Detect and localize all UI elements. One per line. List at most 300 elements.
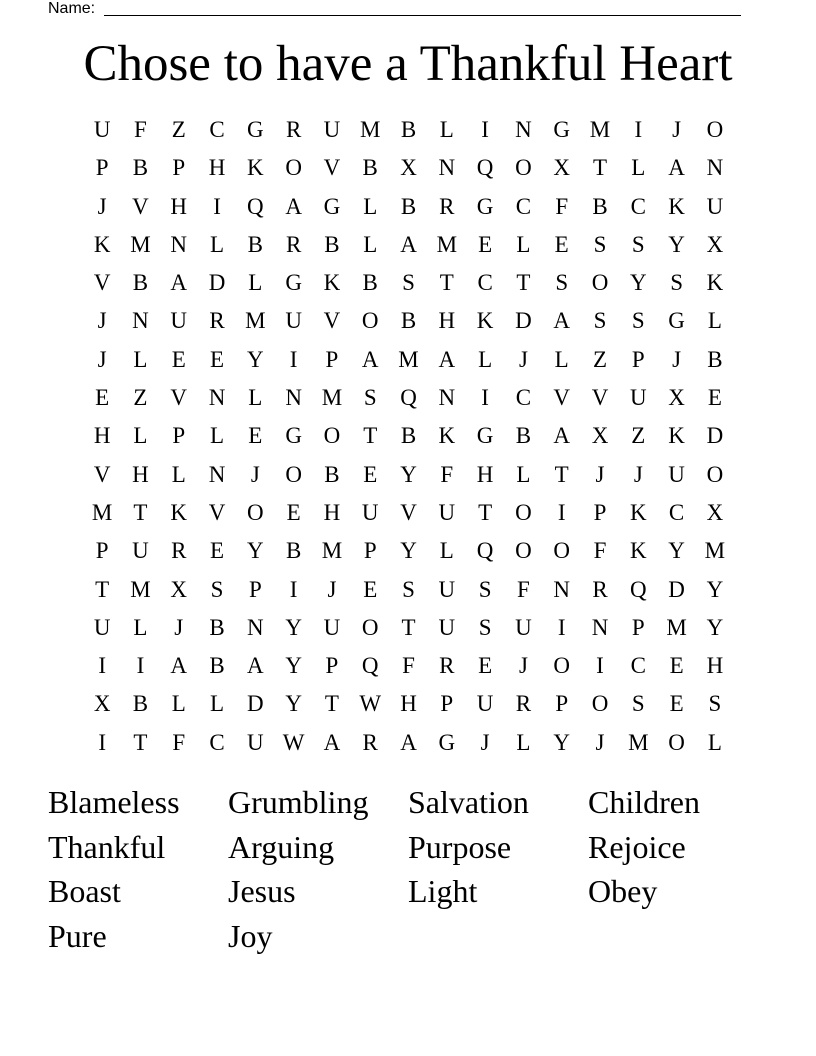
grid-letter: X: [706, 231, 724, 257]
grid-letter: B: [400, 308, 417, 334]
grid-letter: E: [478, 653, 493, 679]
grid-letter: U: [668, 461, 685, 487]
grid-letter: D: [247, 691, 264, 717]
letter-grid: [83, 111, 735, 762]
grid-letter: P: [172, 423, 186, 449]
grid-letter: D: [515, 308, 532, 334]
grid-letter: G: [285, 423, 302, 449]
grid-letter: L: [171, 691, 186, 717]
grid-letter: I: [98, 729, 106, 755]
grid-letter: V: [93, 461, 111, 487]
grid-letter: O: [591, 270, 609, 296]
grid-letter: I: [136, 653, 145, 679]
grid-letter: P: [172, 155, 186, 181]
grid-letter: Y: [706, 614, 724, 640]
grid-letter: D: [208, 270, 226, 296]
grid-letter: O: [285, 155, 302, 181]
grid-letter: T: [133, 499, 148, 525]
grid-letter: F: [555, 193, 569, 219]
grid-letter: Y: [285, 614, 302, 640]
grid-letter: N: [208, 385, 226, 411]
grid-letter: L: [210, 231, 225, 257]
grid-letter: O: [361, 614, 379, 640]
grid-letter: A: [323, 729, 341, 755]
grid-letter: B: [400, 193, 417, 219]
grid-letter: L: [516, 461, 531, 487]
grid-letter: T: [363, 423, 378, 449]
grid-letter: V: [132, 193, 149, 219]
grid-letter: R: [285, 231, 302, 257]
grid-letter: U: [323, 117, 341, 142]
grid-row: [83, 149, 735, 187]
grid-letter: L: [133, 614, 148, 640]
grid-letter: Q: [629, 576, 647, 602]
word-list-item: Light: [408, 873, 478, 910]
grid-letter: N: [132, 308, 149, 334]
grid-letter: L: [210, 423, 225, 449]
grid-letter: C: [209, 117, 225, 142]
grid-letter: L: [171, 461, 186, 487]
grid-letter: N: [285, 385, 302, 411]
grid-letter: L: [707, 729, 722, 755]
grid-letter: Q: [476, 538, 494, 564]
grid-row: [83, 609, 735, 647]
grid-letter: S: [631, 691, 645, 717]
grid-letter: M: [704, 538, 726, 564]
grid-letter: P: [95, 538, 109, 564]
grid-letter: O: [515, 499, 532, 525]
grid-letter: W: [359, 691, 382, 717]
grid-letter: Z: [171, 117, 186, 142]
grid-letter: V: [323, 155, 341, 181]
grid-letter: K: [629, 538, 647, 564]
grid-letter: A: [170, 270, 188, 296]
grid-letter: E: [554, 231, 569, 257]
grid-letter: E: [363, 461, 378, 487]
grid-letter: P: [248, 576, 262, 602]
grid-letter: Y: [400, 538, 417, 564]
grid-row: [83, 417, 735, 455]
grid-letter: B: [362, 270, 378, 296]
grid-letter: U: [706, 193, 724, 219]
grid-letter: I: [557, 499, 566, 525]
grid-letter: U: [476, 691, 494, 717]
grid-letter: F: [402, 653, 415, 679]
grid-letter: J: [595, 461, 605, 487]
grid-letter: I: [481, 117, 489, 142]
grid-letter: L: [516, 231, 531, 257]
grid-letter: R: [439, 193, 455, 219]
grid-letter: E: [478, 231, 493, 257]
grid-letter: I: [557, 614, 566, 640]
grid-letter: B: [132, 270, 149, 296]
grid-letter: P: [593, 499, 607, 525]
grid-letter: N: [553, 576, 571, 602]
name-line: [48, 0, 95, 18]
grid-row: [83, 647, 735, 685]
grid-letter: C: [668, 499, 685, 525]
grid-letter: S: [555, 270, 569, 296]
grid-letter: S: [402, 270, 415, 296]
grid-letter: U: [132, 538, 149, 564]
grid-letter: I: [289, 346, 298, 372]
grid-row: [83, 111, 735, 149]
grid-letter: B: [362, 155, 378, 181]
grid-letter: D: [706, 423, 724, 449]
grid-letter: V: [323, 308, 341, 334]
grid-letter: B: [400, 423, 417, 449]
grid-letter: S: [593, 308, 607, 334]
grid-letter: M: [666, 614, 687, 640]
grid-letter: T: [401, 614, 416, 640]
grid-letter: L: [133, 346, 148, 372]
grid-letter: S: [631, 308, 645, 334]
grid-letter: U: [438, 576, 456, 602]
word-list-item: Salvation: [408, 784, 529, 820]
grid-letter: J: [672, 117, 682, 142]
grid-letter: R: [171, 538, 187, 564]
grid-letter: A: [553, 308, 571, 334]
word-list-item: Rejoice: [588, 828, 686, 865]
grid-letter: S: [670, 270, 683, 296]
grid-letter: W: [282, 729, 305, 755]
grid-letter: M: [91, 499, 113, 525]
grid-letter: K: [706, 270, 724, 296]
grid-letter: B: [132, 691, 149, 717]
grid-letter: N: [247, 614, 264, 640]
grid-letter: N: [706, 155, 724, 181]
grid-letter: O: [515, 538, 532, 564]
grid-letter: T: [95, 576, 110, 602]
grid-letter: M: [589, 117, 611, 142]
grid-letter: M: [628, 729, 649, 755]
grid-letter: B: [324, 461, 340, 487]
grid-letter: G: [247, 117, 264, 142]
grid-letter: M: [130, 231, 151, 257]
grid-letter: C: [515, 385, 532, 411]
grid-letter: O: [515, 155, 532, 181]
grid-letter: P: [440, 691, 454, 717]
grid-letter: Y: [553, 729, 571, 755]
grid-letter: I: [481, 385, 489, 411]
word-list-item: Pure: [48, 918, 107, 955]
grid-letter: L: [133, 423, 148, 449]
grid-letter: Y: [400, 461, 417, 487]
word-list-item: Blameless: [48, 784, 180, 820]
grid-letter: Y: [247, 538, 264, 564]
grid-letter: U: [285, 308, 302, 334]
grid-letter: S: [708, 691, 722, 717]
grid-letter: L: [439, 117, 454, 142]
grid-letter: X: [591, 423, 609, 449]
grid-letter: B: [515, 423, 532, 449]
grid-letter: I: [98, 653, 106, 679]
grid-letter: N: [591, 614, 609, 640]
grid-letter: I: [596, 653, 604, 679]
grid-letter: K: [629, 499, 647, 525]
grid-row: [83, 264, 735, 302]
grid-letter: C: [630, 653, 646, 679]
grid-letter: T: [516, 270, 531, 296]
grid-letter: E: [210, 346, 225, 372]
grid-letter: N: [438, 155, 456, 181]
grid-row: [83, 724, 735, 762]
grid-letter: S: [631, 231, 645, 257]
grid-letter: S: [363, 385, 377, 411]
grid-letter: V: [553, 385, 571, 411]
grid-letter: S: [210, 576, 224, 602]
grid-letter: N: [438, 385, 456, 411]
grid-letter: H: [208, 155, 226, 181]
grid-row: [83, 379, 735, 417]
grid-letter: J: [97, 193, 107, 219]
grid-letter: P: [555, 691, 569, 717]
grid-letter: L: [248, 385, 263, 411]
grid-letter: B: [247, 231, 263, 257]
grid-letter: X: [400, 155, 417, 181]
grid-letter: I: [289, 576, 298, 602]
grid-letter: O: [591, 691, 609, 717]
grid-letter: M: [436, 231, 458, 257]
word-list-item: Boast: [48, 873, 121, 910]
grid-row: [83, 188, 735, 226]
grid-letter: H: [438, 308, 456, 334]
grid-letter: Z: [133, 385, 148, 411]
grid-letter: U: [93, 614, 111, 640]
grid-letter: J: [633, 461, 643, 487]
grid-letter: M: [130, 576, 151, 602]
grid-letter: Y: [285, 653, 302, 679]
grid-letter: F: [440, 461, 454, 487]
grid-letter: A: [285, 193, 302, 219]
grid-letter: C: [515, 193, 532, 219]
grid-letter: T: [554, 461, 569, 487]
word-list-item: Obey: [588, 873, 658, 910]
grid-letter: L: [516, 729, 531, 755]
grid-letter: E: [286, 499, 301, 525]
grid-letter: P: [363, 538, 377, 564]
grid-letter: B: [285, 538, 302, 564]
grid-letter: B: [707, 346, 723, 372]
grid-letter: O: [706, 117, 724, 142]
grid-letter: G: [476, 423, 494, 449]
grid-row: [83, 341, 735, 379]
grid-letter: U: [93, 117, 111, 142]
grid-letter: G: [323, 193, 341, 219]
grid-letter: S: [593, 231, 607, 257]
grid-letter: E: [171, 346, 186, 372]
grid-letter: U: [438, 614, 456, 640]
grid-letter: Y: [668, 231, 685, 257]
word-list-item: Grumbling: [228, 784, 369, 820]
grid-letter: G: [668, 308, 685, 334]
grid-letter: F: [134, 117, 147, 142]
grid-letter: A: [170, 653, 188, 679]
grid-letter: T: [478, 499, 493, 525]
grid-row: [83, 494, 735, 532]
grid-letter: Q: [247, 193, 264, 219]
word-list-item: Joy: [228, 918, 273, 955]
grid-letter: K: [247, 155, 264, 181]
grid-letter: U: [515, 614, 532, 640]
grid-letter: B: [592, 193, 608, 219]
grid-letter: E: [669, 691, 684, 717]
word-list-item: Children: [588, 784, 700, 820]
grid-letter: Q: [476, 155, 494, 181]
grid-letter: H: [706, 653, 724, 679]
grid-letter: O: [361, 308, 379, 334]
grid-letter: E: [95, 385, 110, 411]
grid-letter: O: [553, 538, 571, 564]
grid-letter: R: [515, 691, 532, 717]
grid-letter: S: [478, 614, 492, 640]
grid-letter: M: [360, 117, 381, 142]
grid-letter: K: [93, 231, 111, 257]
grid-letter: P: [325, 346, 339, 372]
grid-letter: T: [439, 270, 454, 296]
grid-letter: Z: [592, 346, 608, 372]
grid-letter: L: [439, 538, 454, 564]
grid-letter: V: [93, 270, 111, 296]
grid-letter: H: [400, 691, 417, 717]
grid-letter: G: [285, 270, 302, 296]
grid-letter: R: [285, 117, 302, 142]
grid-letter: L: [363, 193, 378, 219]
grid-letter: X: [553, 155, 571, 181]
grid-letter: P: [631, 346, 645, 372]
grid-letter: B: [400, 117, 417, 142]
grid-letter: O: [553, 653, 571, 679]
grid-letter: J: [518, 346, 528, 372]
grid-letter: J: [97, 346, 107, 372]
grid-row: [83, 532, 735, 570]
grid-letter: P: [325, 653, 339, 679]
grid-letter: C: [477, 270, 493, 296]
grid-letter: K: [668, 193, 685, 219]
grid-letter: X: [668, 385, 685, 411]
grid-row: [83, 302, 735, 340]
grid-row: [83, 685, 735, 723]
grid-letter: E: [669, 653, 684, 679]
grid-letter: J: [480, 729, 490, 755]
grid-letter: V: [208, 499, 226, 525]
grid-letter: X: [170, 576, 188, 602]
grid-letter: U: [361, 499, 379, 525]
grid-letter: L: [478, 346, 493, 372]
grid-letter: Y: [629, 270, 647, 296]
word-list-item: Purpose: [408, 828, 512, 865]
grid-letter: R: [439, 653, 455, 679]
grid-row: [83, 226, 735, 264]
grid-letter: G: [438, 729, 456, 755]
grid-letter: A: [400, 729, 417, 755]
grid-letter: L: [631, 155, 646, 181]
grid-letter: D: [668, 576, 685, 602]
grid-letter: J: [250, 461, 260, 487]
grid-letter: K: [668, 423, 685, 449]
grid-letter: U: [629, 385, 647, 411]
word-list-item: Arguing: [228, 828, 335, 865]
grid-letter: I: [213, 193, 221, 219]
name-rule: [104, 15, 741, 16]
grid-letter: J: [672, 346, 682, 372]
grid-letter: H: [476, 461, 494, 487]
grid-letter: U: [323, 614, 341, 640]
grid-letter: M: [321, 385, 343, 411]
grid-letter: R: [362, 729, 378, 755]
grid-letter: N: [170, 231, 188, 257]
grid-letter: O: [323, 423, 341, 449]
grid-letter: P: [631, 614, 645, 640]
word-list-item: Thankful: [48, 828, 166, 865]
grid-row: [83, 456, 735, 494]
grid-letter: F: [517, 576, 530, 602]
grid-letter: Y: [668, 538, 685, 564]
grid-letter: O: [285, 461, 302, 487]
grid-letter: H: [93, 423, 111, 449]
grid-letter: A: [247, 653, 264, 679]
grid-letter: L: [363, 231, 378, 257]
grid-letter: X: [93, 691, 111, 717]
grid-letter: Z: [631, 423, 646, 449]
grid-letter: P: [95, 155, 109, 181]
grid-letter: B: [209, 614, 225, 640]
grid-letter: J: [518, 653, 528, 679]
grid-letter: G: [553, 117, 571, 142]
grid-letter: Q: [361, 653, 379, 679]
grid-letter: T: [324, 691, 339, 717]
grid-letter: J: [174, 614, 184, 640]
grid-letter: U: [247, 729, 264, 755]
grid-letter: J: [327, 576, 337, 602]
grid-letter: Y: [285, 691, 302, 717]
grid-letter: E: [210, 538, 225, 564]
grid-letter: H: [323, 499, 341, 525]
grid-letter: E: [363, 576, 378, 602]
grid-letter: L: [210, 691, 225, 717]
grid-letter: C: [209, 729, 225, 755]
grid-letter: N: [515, 117, 532, 142]
grid-letter: F: [172, 729, 186, 755]
grid-letter: H: [170, 193, 188, 219]
grid-letter: B: [209, 653, 225, 679]
grid-letter: E: [707, 385, 722, 411]
grid-letter: T: [133, 729, 148, 755]
grid-letter: L: [707, 308, 722, 334]
grid-letter: A: [668, 155, 685, 181]
word-list: [48, 780, 768, 959]
grid-letter: A: [361, 346, 379, 372]
grid-letter: E: [248, 423, 263, 449]
name-label: Name:: [48, 0, 96, 17]
grid-letter: L: [554, 346, 569, 372]
grid-letter: A: [400, 231, 417, 257]
grid-letter: S: [478, 576, 492, 602]
grid-letter: B: [324, 231, 340, 257]
grid-letter: C: [630, 193, 646, 219]
grid-letter: H: [132, 461, 149, 487]
grid-letter: K: [323, 270, 341, 296]
grid-letter: O: [247, 499, 264, 525]
grid-letter: M: [321, 538, 343, 564]
grid-letter: K: [438, 423, 456, 449]
grid-letter: J: [97, 308, 107, 334]
grid-letter: O: [706, 461, 724, 487]
grid-letter: R: [592, 576, 608, 602]
grid-letter: U: [170, 308, 188, 334]
grid-letter: B: [132, 155, 149, 181]
grid-letter: A: [553, 423, 571, 449]
